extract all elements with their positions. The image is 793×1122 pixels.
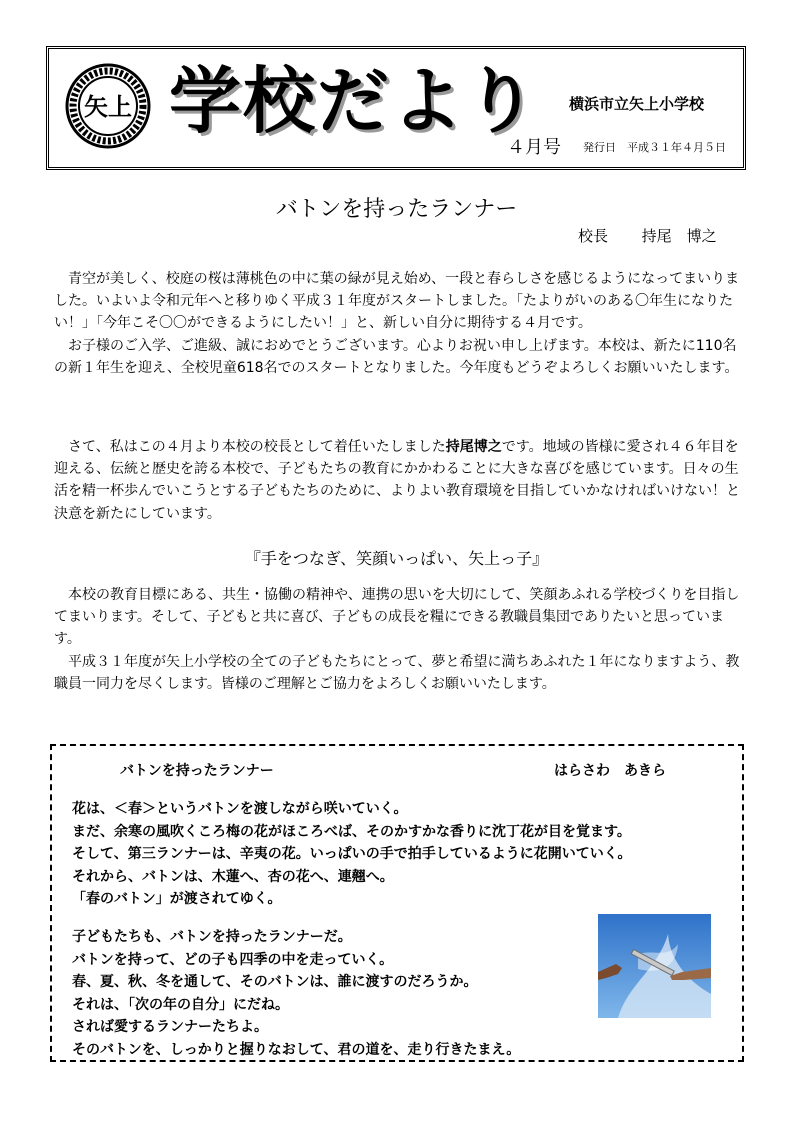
article-title: バトンを持ったランナー — [275, 197, 518, 222]
school-motto: 『手をつなぎ、笑顔いっぱい、矢上っ子』 — [244, 549, 549, 568]
author-name: 持尾 博之 — [641, 227, 717, 245]
masthead — [46, 46, 746, 170]
poem-line: 「春のバトン」が渡されてゆく。 — [72, 891, 282, 908]
article-section-3 — [54, 584, 746, 695]
intro-text-b: です。地域の皆様に愛され４６年目を迎える、伝統と歴史を誇る本校で、子どもたちの教育にかかわることに大きな喜びを感じています。日々の生活を精一杯歩んでいこうとする子どもたちのために、よりよい教育環境を目指していかなければいけない！と決意を新たにしています。 — [54, 439, 740, 522]
poem-title: バトンを持ったランナー — [120, 763, 274, 779]
intro-text-a: さて、私はこの４月より本校の校長として着任いたしました — [68, 439, 446, 455]
poem-line: そのバトンを、しっかりと握りなおして、君の道を、走り行きたまえ。 — [72, 1041, 521, 1058]
emblem-text: 矢上 — [84, 92, 132, 121]
poem-line: それから、バトンは、木蓮へ、杏の花へ、連翹へ。 — [72, 868, 394, 885]
poem-box — [50, 744, 744, 1062]
poem-line: 子どもたちも、バトンを持ったランナーだ。 — [72, 929, 352, 945]
poem-line: 春、夏、秋、冬を通して、そのバトンは、誰に渡すのだろうか。 — [72, 974, 478, 991]
issue-number: ４月号 — [507, 137, 561, 158]
paragraph-closing: 平成３１年度が矢上小学校の全ての子どもたちにとって、夢と希望に満ちあふれた１年になりますよう、教職員一同力を尽くします。皆様のご理解とご協力をよろしくお願いいたします。 — [54, 653, 740, 692]
poem-stanza-1 — [72, 798, 631, 911]
paragraph-greeting: 青空が美しく、校庭の桜は薄桃色の中に葉の緑が見え始め、一段と春らしさを感じるようになってまいりました。いよいよ令和元年へと移りゆく平成３１年度がスタートしました。「たよりがいのある〇年生になりたい！」「今年こそ〇〇ができるようにしたい！」と、新しい自分に期待する４月です。 — [54, 271, 740, 332]
paragraph-introduction — [54, 436, 746, 525]
byline — [578, 225, 717, 246]
article-section-1 — [54, 268, 746, 379]
poem-line: バトンを持って、どの子も四季の中を走っていく。 — [72, 951, 394, 968]
article-section-2 — [54, 436, 746, 525]
school-name: 横浜市立矢上小学校 — [569, 95, 705, 113]
poem-author: はらさわ あきら — [554, 763, 666, 779]
poem-line: まだ、余寒の風吹くころ梅の花がほころべば、そのかすかな香りに沈丁花が目を覚ます。 — [72, 823, 631, 840]
school-emblem-icon — [65, 63, 151, 149]
poem-line: それは、「次の年の自分」にだね。 — [72, 996, 289, 1013]
newsletter-title: 学校だより — [169, 58, 540, 143]
poem-line: そして、第三ランナーは、辛夷の花。いっぱいの手で拍手しているように花開いていく。 — [72, 846, 632, 863]
paragraph-goals: 本校の教育目標にある、共生・協働の精神や、連携の思いを大切にして、笑顔あふれる学校づくりを目指してまいります。そして、子どもと共に喜び、子どもの成長を糧にできる教職員集団でありたいと思っています。 — [54, 587, 740, 648]
poem-line: されば愛するランナーたちよ。 — [72, 1019, 268, 1036]
baton-relay-photo — [598, 914, 711, 1018]
publish-date: 発行日 平成３１年４月５日 — [583, 141, 726, 154]
paragraph-welcome: お子様のご入学、ご進級、誠におめでとうございます。心よりお祝い申し上げます。本校は、新たに110名の新１年生を迎え、全校児童618名でのスタートとなりました。今年度もどうぞよろしくお願いいたします。 — [54, 337, 739, 376]
principal-name: 持尾博之 — [445, 439, 502, 455]
poem-stanza-2 — [72, 926, 520, 1062]
author-role: 校長 — [578, 227, 609, 245]
poem-line: 花は、＜春＞というバトンを渡しながら咲いていく。 — [72, 801, 408, 817]
